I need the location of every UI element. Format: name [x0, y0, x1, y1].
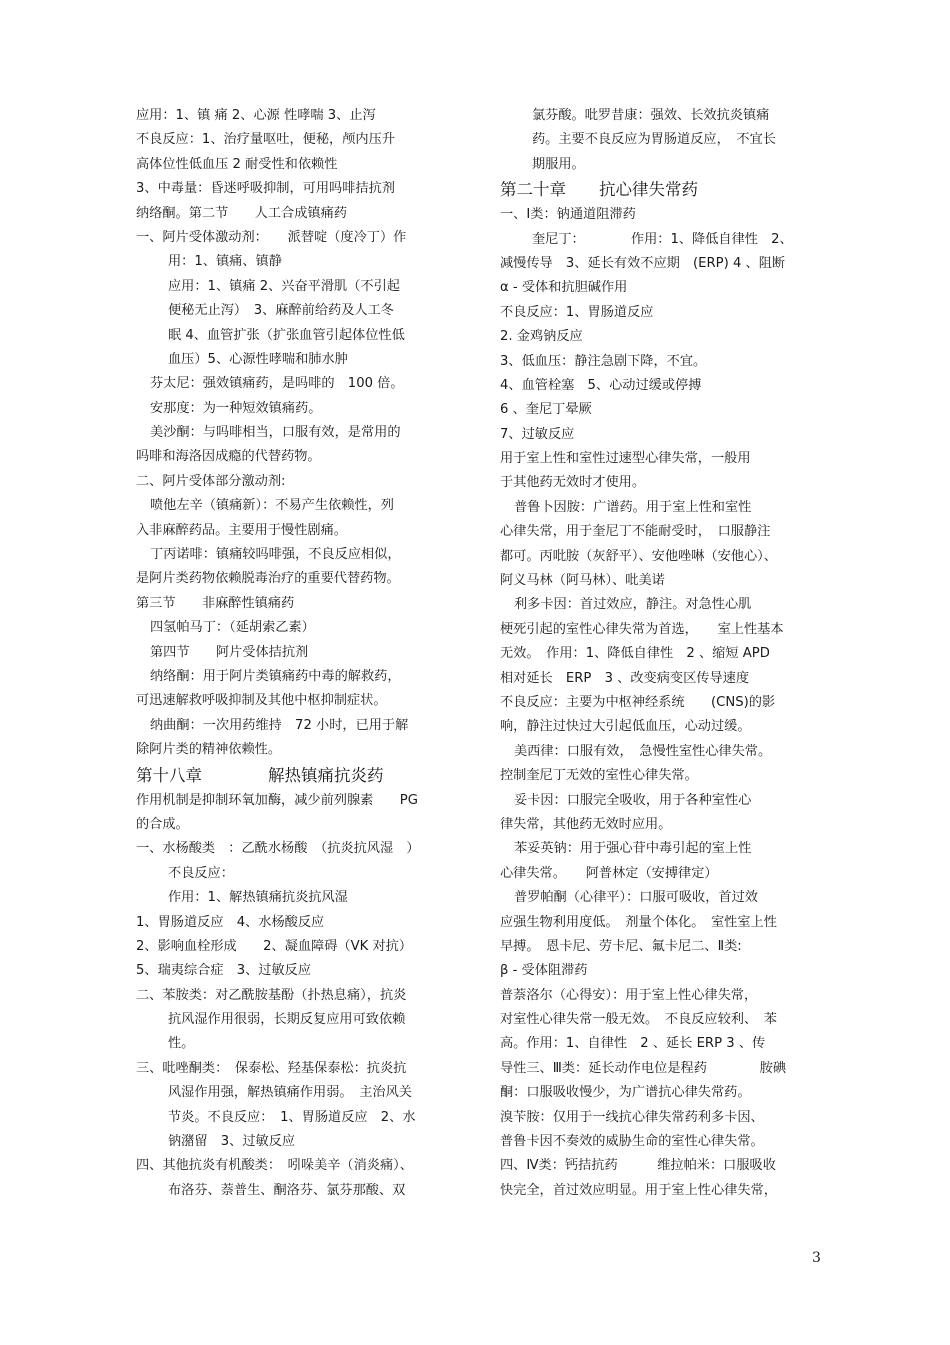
- text-line: 第三节 非麻醉性镇痛药: [136, 595, 295, 611]
- text-line: 6 、奎尼丁晕厥: [500, 402, 592, 418]
- text-line: 普萘洛尔（心得安）：用于室上性心律失常，: [500, 987, 758, 1003]
- text-line: 钠潴留 3、过敏反应: [168, 1134, 296, 1150]
- text-line: 3、低血压：静注急剧下降，不宜。: [500, 353, 707, 369]
- text-line: 利多卡因：首过效应，静注。对急性心肌: [514, 597, 752, 613]
- right-column: [500, 104, 830, 1203]
- text-line: 可迅速解救呼吸抑制及其他中枢抑制症状。: [136, 693, 387, 709]
- text-line: 普鲁卡因不奏效的威胁生命的室性心律失常。: [500, 1134, 764, 1150]
- text-line: 芬太尼：强效镇痛药，是吗啡的 100 倍。: [150, 376, 404, 392]
- text-line: 四氢帕马丁：（延胡索乙素）: [150, 620, 315, 636]
- text-line: 布洛芬、萘普生、酮洛芬、氯芬那酸、双: [168, 1182, 406, 1198]
- text-line: 作用：1、解热镇痛抗炎抗风湿: [168, 890, 348, 906]
- text-line: α - 受体和抗胆碱作用: [500, 280, 628, 296]
- text-line: 普罗帕酮（心律平）：口服可吸收，首过效: [514, 890, 758, 906]
- text-line: 性。: [168, 1036, 195, 1052]
- text-line: 导性三、Ⅲ类：延长动作电位是程药 胺碘: [500, 1060, 787, 1076]
- text-line: 心律失常，用于奎尼丁不能耐受时， 口服静注: [500, 524, 771, 540]
- text-line: 药。主要不良反应为胃肠道反应， 不宜长: [532, 132, 776, 148]
- text-line: 相对延长 ERP 3 、改变病变区传导速度: [500, 670, 750, 686]
- text-line: 高体位性低血压 2 耐受性和依赖性: [136, 156, 338, 172]
- text-line: 对室性心律失常一般无效。 不良反应较利、 苯: [500, 1012, 777, 1028]
- text-line: 4、血管栓塞 5、心动过缓或停搏: [500, 377, 702, 393]
- page-number: 3: [812, 1250, 821, 1266]
- text-line: 美西律：口服有效， 急慢性室性心律失常。: [514, 743, 772, 759]
- text-line: 响，静注过快过大引起低血压，心动过缓。: [500, 719, 751, 735]
- text-line: 作用机制是抑制环氧加酶，减少前列腺素 PG: [136, 792, 418, 808]
- text-line: 应用：1、镇 痛 2、心源 性哮喘 3、止泻: [136, 108, 376, 123]
- text-line: 酮：口服吸收慢少，为广谱抗心律失常药。: [500, 1085, 751, 1101]
- text-line: 控制奎尼丁无效的室性心律失常。: [500, 768, 698, 784]
- text-line: 纳曲酮：一次用药维持 72 小时，已用于解: [150, 717, 409, 733]
- text-line: 苯妥英钠：用于强心苷中毒引起的室上性: [514, 841, 752, 857]
- text-line: 不良反应：1、胃肠道反应: [500, 304, 654, 320]
- text-line: 喷他左辛（镇痛新）：不易产生依赖性，列: [150, 498, 394, 514]
- text-line: 不良反应：1、治疗量呕吐，便秘，颅内压升: [136, 132, 395, 148]
- text-line: 应强生物利用度低。 剂量个体化。 室性室上性: [500, 914, 777, 930]
- text-line: 应用：1、镇痛 2、兴奋平滑肌（不引起: [168, 278, 400, 294]
- text-line: 用于室上性和室性过速型心律失常，一般用: [500, 451, 751, 467]
- text-line: β - 受体阻滞药: [500, 963, 588, 979]
- text-line: 律失常，其他药无效时应用。: [500, 816, 672, 832]
- text-line: 风湿作用强，解热镇痛作用弱。 主治风关: [168, 1085, 412, 1101]
- text-line: 二、苯胺类：对乙酰胺基酚（扑热息痛），抗炎: [136, 987, 407, 1003]
- text-line: 美沙酮：与吗啡相当，口服有效，是常用的: [150, 425, 401, 441]
- text-line: 抗风湿作用很弱，长期反复应用可致依赖: [168, 1012, 406, 1028]
- text-line: 第四节 阿片受体拮抗剂: [150, 644, 309, 660]
- text-line: 梗死引起的室性心律失常为首选， 室上性基本: [500, 621, 784, 637]
- text-line: 高。作用：1、自律性 2 、延长 ERP 3 、传: [500, 1036, 766, 1052]
- chapter-heading: 第十八章 解热镇痛抗炎药: [136, 765, 384, 785]
- text-line: 妥卡因：口服完全吸收，用于各种室性心: [514, 792, 752, 808]
- text-line: 一、阿片受体激动剂： 派替啶（度冷丁）作: [136, 229, 407, 245]
- text-line: 奎尼丁： 作用：1、降低自律性 2、: [532, 231, 793, 247]
- text-line: 安那度：为一种短效镇痛药。: [150, 400, 322, 416]
- text-line: 7、过敏反应: [500, 426, 575, 442]
- text-line: 无效。 作用：1、降低自律性 2 、缩短 APD: [500, 646, 770, 662]
- text-line: 眠 4、血管扩张（扩张血管引起体位性低: [168, 327, 405, 343]
- text-line: 氯芬酸。吡罗昔康：强效、长效抗炎镇痛: [532, 108, 770, 123]
- text-line: 都可。丙吡胺（灰舒平）、安他唑啉（安他心）、: [500, 548, 777, 564]
- text-line: 便秘无止泻） 3、麻醉前给药及人工冬: [168, 303, 394, 319]
- text-line: 吗啡和海洛因成瘾的代替药物。: [136, 449, 321, 465]
- text-line: 用：1、镇痛、镇静: [168, 254, 282, 270]
- text-line: 不良反应：主要为中枢神经系统 (CNS)的影: [500, 694, 776, 710]
- text-line: 早搏。 恩卡尼、劳卡尼、氟卡尼二、Ⅱ类:: [500, 938, 742, 954]
- text-line: 是阿片类药物依赖脱毒治疗的重要代替药物。: [136, 571, 400, 587]
- text-line: 于其他药无效时才使用。: [500, 475, 646, 491]
- left-column: [136, 104, 466, 1203]
- text-line: 普鲁卜因胺：广谱药。用于室上性和室性: [514, 499, 752, 515]
- text-line: 纳络酮。第二节 人工合成镇痛药: [136, 205, 347, 221]
- text-line: 快完全，首过效应明显。用于室上性心律失常，: [500, 1182, 777, 1198]
- text-line: 1、胃肠道反应 4、水杨酸反应: [136, 914, 325, 930]
- text-line: 溴苄胺：仅用于一线抗心律失常药利多卡因、: [500, 1109, 764, 1125]
- chapter-heading: 第二十章 抗心律失常药: [500, 180, 698, 200]
- text-line: 的合成。: [136, 816, 189, 832]
- text-line: 不良反应：: [168, 865, 234, 881]
- text-line: 四、其他抗炎有机酸类： 吲哚美辛（消炎痛）、: [136, 1158, 413, 1174]
- text-line: 阿义马林（阿马林）、吡美诺: [500, 573, 665, 589]
- text-line: 心律失常。 阿普林定（安搏律定）: [500, 865, 718, 881]
- text-line: 四、Ⅳ类：钙拮抗药 维拉帕米：口服吸收: [500, 1158, 776, 1174]
- text-line: 节炎。不良反应： 1、胃肠道反应 2、水: [168, 1109, 416, 1125]
- text-line: 丁丙诺啡：镇痛较吗啡强，不良反应相似，: [150, 547, 401, 563]
- text-line: 入非麻醉药品。主要用于慢性剧痛。: [136, 522, 347, 538]
- text-line: 一、水杨酸类 ：乙酰水杨酸 （抗炎抗风湿 ）: [136, 841, 420, 857]
- text-line: 3、中毒量：昏迷呼吸抑制，可用吗啡拮抗剂: [136, 181, 395, 197]
- text-line: 纳络酮：用于阿片类镇痛药中毒的解救药，: [150, 668, 401, 684]
- text-line: 血压）5、心源性哮喘和肺水肿: [168, 351, 348, 367]
- text-line: 除阿片类的精神依赖性。: [136, 742, 282, 758]
- text-line: 期服用。: [532, 156, 585, 172]
- text-line: 一、Ⅰ类：钠通道阻滞药: [500, 207, 636, 223]
- text-line: 减慢传导 3、延长有效不应期 (ERP) 4 、阻断: [500, 255, 786, 271]
- text-line: 5、瑞夷综合症 3、过敏反应: [136, 963, 312, 979]
- text-line: 二、阿片受体部分激动剂:: [136, 473, 286, 489]
- text-line: 2. 金鸡钠反应: [500, 329, 583, 345]
- text-line: 2、影响血栓形成 2、凝血障碍（VK 对抗）: [136, 938, 413, 954]
- text-line: 三、吡唑酮类： 保泰松、羟基保泰松：抗炎抗: [136, 1060, 407, 1076]
